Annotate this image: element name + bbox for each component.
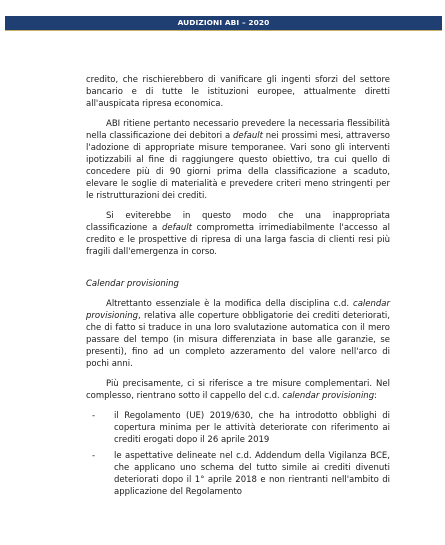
document-body (86, 74, 390, 502)
paragraph-4 (86, 298, 390, 370)
paragraph-5-emphasis: calendar provisioning (282, 391, 375, 401)
paragraph-3-text-b: comprometta irrimediabilmente l'accesso al credito e le prospettive di ripresa di una larga fascia di clienti resi più fragili dall'emergenza in corso. (86, 223, 390, 257)
paragraph-2-text-b: nei prossimi mesi, attraverso l'adozione di appropriate misure temporanee. Vari sono gli interventi ipotizzabili al fine di raggiungere questo obiettivo, tra cui quello di concedere più di 90 giorni prima della classificazione a scaduto, elevare le soglie di materialità e prevedere criteri meno stringenti per le ristrutturazioni dei crediti. (86, 131, 390, 201)
list-item-text: il Regolamento (UE) 2019/630, che ha introdotto obblighi di copertura minima per le attività deteriorate con riferimento ai crediti erogati dopo il 26 aprile 2019 (114, 411, 390, 445)
header-title: AUDIZIONI ABI (177, 18, 240, 27)
header-year: 2020 (248, 18, 270, 27)
paragraph-2-emphasis: default (233, 131, 263, 141)
paragraph-5 (86, 378, 390, 402)
bullet-list (86, 410, 390, 498)
paragraph-3-text-a: Si eviterebbe in questo modo che una inappropriata classificazione a (86, 211, 390, 233)
list-item-text: le aspettative delineate nel c.d. Addendum della Vigilanza BCE, che applicano uno schema del tutto simile ai crediti divenuti deteriorati dopo il 1° aprile 2018 e non rientranti nell'ambito di applicazione del Regolamento (114, 451, 390, 497)
paragraph-2 (86, 118, 390, 202)
document-header (5, 16, 442, 31)
bullet-dash: - (92, 451, 96, 461)
section-title: Calendar provisioning (86, 279, 179, 289)
paragraph-5-text-b: : (374, 391, 377, 401)
header-separator: – (239, 18, 249, 27)
paragraph-2-text-a: ABI ritiene pertanto necessario prevedere la necessaria flessibilità nella classificazione dei debitori a (86, 119, 390, 141)
paragraph-4-text-a: Altrettanto essenziale è la modifica della disciplina c.d. (106, 299, 354, 309)
paragraph-3 (86, 210, 390, 258)
paragraph-4-text-b: , relativa alle coperture obbligatorie dei crediti deteriorati, che di fatto si traduce in una loro svalutazione automatica con il mero passare del tempo (in misura differenziata in base alle garanzie, se presenti), fino ad un completo azzeramento del valore nell'arco di pochi anni. (86, 311, 390, 369)
list-item (86, 410, 390, 446)
paragraph-5-text-a: Più precisamente, ci si riferisce a tre misure complementari. Nel complesso, rientrano sotto il cappello del c.d. (86, 379, 390, 401)
paragraph-3-emphasis: default (162, 223, 192, 233)
paragraph-4-emphasis: calendar provisioning (86, 299, 390, 321)
bullet-dash: - (92, 411, 96, 421)
paragraph-1: credito, che rischierebbero di vanificare gli ingenti sforzi del settore bancario e di tutte le istituzioni europee, attualmente diretti all'auspicata ripresa economica. (86, 75, 390, 109)
list-item (86, 450, 390, 498)
